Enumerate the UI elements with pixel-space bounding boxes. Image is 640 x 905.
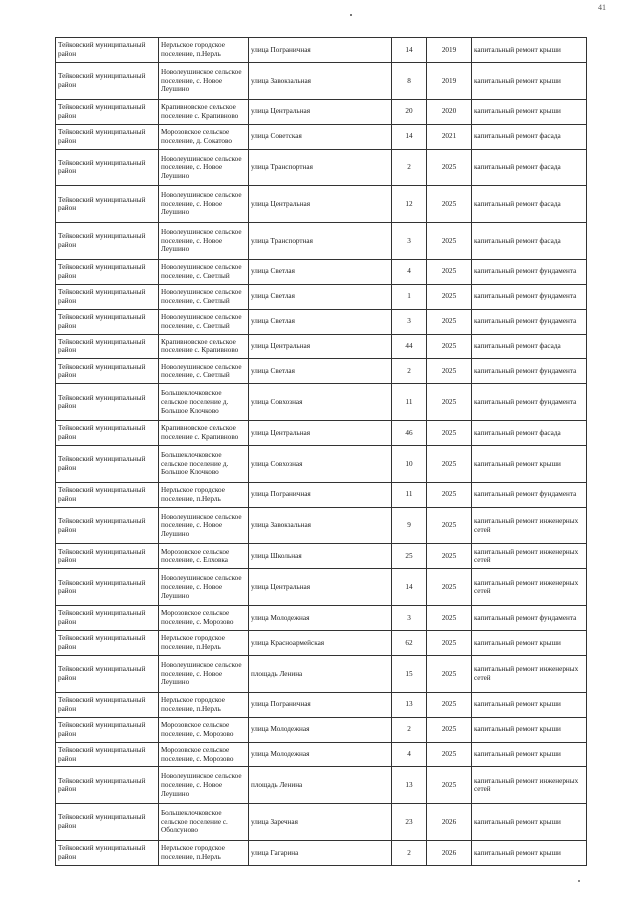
work-type-cell: капитальный ремонт фасада (472, 186, 587, 223)
work-type-cell: капитальный ремонт фундамента (472, 259, 587, 284)
work-type-cell: капитальный ремонт фундамента (472, 606, 587, 631)
district-cell: Тейковский муниципальный район (56, 692, 159, 717)
district-cell: Тейковский муниципальный район (56, 124, 159, 149)
year-cell: 2025 (427, 631, 472, 656)
year-cell: 2019 (427, 62, 472, 99)
work-type-cell: капитальный ремонт инженерных сетей (472, 569, 587, 606)
work-type-cell: капитальный ремонт крыши (472, 446, 587, 483)
work-type-cell: капитальный ремонт фундамента (472, 284, 587, 309)
table-row (56, 446, 587, 483)
district-cell: Тейковский муниципальный район (56, 149, 159, 186)
year-cell: 2026 (427, 840, 472, 865)
house-number-cell: 14 (392, 38, 427, 63)
table-row (56, 742, 587, 767)
settlement-cell: Нерльское городское поселение, п.Нерль (159, 482, 249, 507)
street-cell: улица Школьная (249, 544, 392, 569)
year-cell: 2025 (427, 359, 472, 384)
year-cell: 2026 (427, 804, 472, 841)
settlement-cell: Новолеушинское сельское поселение, с. Светлый (159, 359, 249, 384)
settlement-cell: Крапивновское сельское поселение с. Крапивново (159, 334, 249, 359)
settlement-cell: Новолеушинское сельское поселение, с. Новое Леушино (159, 186, 249, 223)
street-cell: площадь Ленина (249, 767, 392, 804)
street-cell: улица Гагарина (249, 840, 392, 865)
work-type-cell: капитальный ремонт инженерных сетей (472, 655, 587, 692)
house-number-cell: 25 (392, 544, 427, 569)
district-cell: Тейковский муниципальный район (56, 62, 159, 99)
table-row (56, 569, 587, 606)
house-number-cell: 3 (392, 606, 427, 631)
street-cell: улица Транспортная (249, 222, 392, 259)
street-cell: улица Завокзальная (249, 62, 392, 99)
table-row (56, 359, 587, 384)
settlement-cell: Новолеушинское сельское поселение, с. Светлый (159, 284, 249, 309)
settlement-cell: Большеклочковское сельское поселение с. Оболсуново (159, 804, 249, 841)
district-cell: Тейковский муниципальный район (56, 421, 159, 446)
year-cell: 2025 (427, 309, 472, 334)
district-cell: Тейковский муниципальный район (56, 334, 159, 359)
table-row (56, 186, 587, 223)
house-number-cell: 10 (392, 446, 427, 483)
year-cell: 2025 (427, 482, 472, 507)
work-type-cell: капитальный ремонт инженерных сетей (472, 544, 587, 569)
district-cell: Тейковский муниципальный район (56, 38, 159, 63)
street-cell: улица Пограничная (249, 38, 392, 63)
year-cell: 2025 (427, 149, 472, 186)
table-row (56, 99, 587, 124)
year-cell: 2025 (427, 569, 472, 606)
district-cell: Тейковский муниципальный район (56, 359, 159, 384)
settlement-cell: Новолеушинское сельское поселение, с. Новое Леушино (159, 507, 249, 544)
settlement-cell: Крапивновское сельское поселение с. Крапивново (159, 421, 249, 446)
street-cell: улица Советская (249, 124, 392, 149)
street-cell: улица Светлая (249, 309, 392, 334)
year-cell: 2020 (427, 99, 472, 124)
work-type-cell: капитальный ремонт фундамента (472, 384, 587, 421)
district-cell: Тейковский муниципальный район (56, 99, 159, 124)
work-type-cell: капитальный ремонт фасада (472, 149, 587, 186)
year-cell: 2025 (427, 742, 472, 767)
year-cell: 2025 (427, 284, 472, 309)
year-cell: 2025 (427, 421, 472, 446)
district-cell: Тейковский муниципальный район (56, 544, 159, 569)
street-cell: улица Пограничная (249, 482, 392, 507)
house-number-cell: 11 (392, 482, 427, 507)
house-number-cell: 3 (392, 309, 427, 334)
table-row (56, 62, 587, 99)
house-number-cell: 4 (392, 742, 427, 767)
settlement-cell: Морозовское сельское поселение, с. Морозово (159, 742, 249, 767)
table-row (56, 149, 587, 186)
settlement-cell: Нерльское городское поселение, п.Нерль (159, 692, 249, 717)
street-cell: улица Красноармейская (249, 631, 392, 656)
street-cell: улица Светлая (249, 259, 392, 284)
work-type-cell: капитальный ремонт фундамента (472, 309, 587, 334)
table-row (56, 334, 587, 359)
district-cell: Тейковский муниципальный район (56, 446, 159, 483)
settlement-cell: Нерльское городское поселение, п.Нерль (159, 631, 249, 656)
scan-speck (350, 14, 352, 16)
table-row (56, 606, 587, 631)
settlement-cell: Нерльское городское поселение, п.Нерль (159, 38, 249, 63)
street-cell: улица Светлая (249, 284, 392, 309)
work-type-cell: капитальный ремонт крыши (472, 717, 587, 742)
district-cell: Тейковский муниципальный район (56, 655, 159, 692)
work-type-cell: капитальный ремонт крыши (472, 62, 587, 99)
year-cell: 2025 (427, 186, 472, 223)
settlement-cell: Новолеушинское сельское поселение, с. Новое Леушино (159, 62, 249, 99)
house-number-cell: 46 (392, 421, 427, 446)
house-number-cell: 2 (392, 149, 427, 186)
house-number-cell: 2 (392, 840, 427, 865)
house-number-cell: 1 (392, 284, 427, 309)
work-type-cell: капитальный ремонт крыши (472, 742, 587, 767)
year-cell: 2021 (427, 124, 472, 149)
settlement-cell: Большеклочковское сельское поселение д. Большое Клочково (159, 446, 249, 483)
year-cell: 2025 (427, 507, 472, 544)
page-number: 41 (598, 3, 606, 12)
settlement-cell: Морозовское сельское поселение, с. Елховка (159, 544, 249, 569)
year-cell: 2025 (427, 692, 472, 717)
house-number-cell: 3 (392, 222, 427, 259)
district-cell: Тейковский муниципальный район (56, 569, 159, 606)
street-cell: улица Центральная (249, 421, 392, 446)
street-cell: улица Транспортная (249, 149, 392, 186)
district-cell: Тейковский муниципальный район (56, 767, 159, 804)
year-cell: 2025 (427, 767, 472, 804)
table-row (56, 309, 587, 334)
year-cell: 2025 (427, 606, 472, 631)
table-row (56, 804, 587, 841)
table-body (56, 38, 587, 866)
work-type-cell: капитальный ремонт фундамента (472, 482, 587, 507)
district-cell: Тейковский муниципальный район (56, 742, 159, 767)
table-row (56, 544, 587, 569)
district-cell: Тейковский муниципальный район (56, 222, 159, 259)
house-number-cell: 14 (392, 569, 427, 606)
table-row (56, 384, 587, 421)
street-cell: улица Молодежная (249, 606, 392, 631)
district-cell: Тейковский муниципальный район (56, 507, 159, 544)
table-row (56, 421, 587, 446)
settlement-cell: Морозовское сельское поселение, с. Морозово (159, 606, 249, 631)
work-type-cell: капитальный ремонт крыши (472, 840, 587, 865)
table-row (56, 38, 587, 63)
settlement-cell: Новолеушинское сельское поселение, с. Новое Леушино (159, 655, 249, 692)
settlement-cell: Новолеушинское сельское поселение, с. Новое Леушино (159, 767, 249, 804)
year-cell: 2025 (427, 334, 472, 359)
street-cell: улица Совхозная (249, 446, 392, 483)
house-number-cell: 44 (392, 334, 427, 359)
house-number-cell: 2 (392, 359, 427, 384)
district-cell: Тейковский муниципальный район (56, 631, 159, 656)
work-type-cell: капитальный ремонт крыши (472, 99, 587, 124)
district-cell: Тейковский муниципальный район (56, 840, 159, 865)
street-cell: улица Центральная (249, 569, 392, 606)
settlement-cell: Новолеушинское сельское поселение, с. Новое Леушино (159, 222, 249, 259)
year-cell: 2019 (427, 38, 472, 63)
street-cell: улица Молодежная (249, 742, 392, 767)
year-cell: 2025 (427, 259, 472, 284)
settlement-cell: Морозовское сельское поселение, д. Сокатово (159, 124, 249, 149)
street-cell: улица Центральная (249, 99, 392, 124)
table-row (56, 222, 587, 259)
district-cell: Тейковский муниципальный район (56, 717, 159, 742)
table-row (56, 655, 587, 692)
district-cell: Тейковский муниципальный район (56, 186, 159, 223)
year-cell: 2025 (427, 446, 472, 483)
table-row (56, 259, 587, 284)
scan-speck (578, 880, 580, 882)
district-cell: Тейковский муниципальный район (56, 284, 159, 309)
table-row (56, 840, 587, 865)
house-number-cell: 13 (392, 767, 427, 804)
table-row (56, 767, 587, 804)
work-type-cell: капитальный ремонт фасада (472, 222, 587, 259)
year-cell: 2025 (427, 384, 472, 421)
street-cell: улица Совхозная (249, 384, 392, 421)
work-type-cell: капитальный ремонт инженерных сетей (472, 767, 587, 804)
work-type-cell: капитальный ремонт крыши (472, 804, 587, 841)
work-type-cell: капитальный ремонт крыши (472, 692, 587, 717)
street-cell: улица Светлая (249, 359, 392, 384)
district-cell: Тейковский муниципальный район (56, 309, 159, 334)
district-cell: Тейковский муниципальный район (56, 482, 159, 507)
settlement-cell: Новолеушинское сельское поселение, с. Светлый (159, 309, 249, 334)
house-number-cell: 62 (392, 631, 427, 656)
district-cell: Тейковский муниципальный район (56, 259, 159, 284)
house-number-cell: 13 (392, 692, 427, 717)
year-cell: 2025 (427, 222, 472, 259)
year-cell: 2025 (427, 655, 472, 692)
work-type-cell: капитальный ремонт крыши (472, 631, 587, 656)
table-row (56, 692, 587, 717)
district-cell: Тейковский муниципальный район (56, 606, 159, 631)
table-row (56, 507, 587, 544)
work-type-cell: капитальный ремонт фасада (472, 124, 587, 149)
house-number-cell: 14 (392, 124, 427, 149)
settlement-cell: Новолеушинское сельское поселение, с. Новое Леушино (159, 149, 249, 186)
settlement-cell: Крапивновское сельское поселение с. Крапивново (159, 99, 249, 124)
street-cell: площадь Ленина (249, 655, 392, 692)
work-type-cell: капитальный ремонт фундамента (472, 359, 587, 384)
work-type-cell: капитальный ремонт инженерных сетей (472, 507, 587, 544)
house-number-cell: 11 (392, 384, 427, 421)
house-number-cell: 23 (392, 804, 427, 841)
street-cell: улица Центральная (249, 334, 392, 359)
table-row (56, 631, 587, 656)
work-type-cell: капитальный ремонт фасада (472, 334, 587, 359)
settlement-cell: Новолеушинское сельское поселение, с. Светлый (159, 259, 249, 284)
year-cell: 2025 (427, 717, 472, 742)
work-type-cell: капитальный ремонт фасада (472, 421, 587, 446)
settlement-cell: Морозовское сельское поселение, с. Морозово (159, 717, 249, 742)
year-cell: 2025 (427, 544, 472, 569)
house-number-cell: 8 (392, 62, 427, 99)
repair-schedule-table (55, 37, 587, 866)
house-number-cell: 20 (392, 99, 427, 124)
district-cell: Тейковский муниципальный район (56, 384, 159, 421)
house-number-cell: 4 (392, 259, 427, 284)
table-row (56, 717, 587, 742)
work-type-cell: капитальный ремонт крыши (472, 38, 587, 63)
table-row (56, 284, 587, 309)
house-number-cell: 15 (392, 655, 427, 692)
table-row (56, 124, 587, 149)
settlement-cell: Новолеушинское сельское поселение, с. Новое Леушино (159, 569, 249, 606)
street-cell: улица Молодежная (249, 717, 392, 742)
settlement-cell: Большеклочковское сельское поселение д. Большое Клочково (159, 384, 249, 421)
street-cell: улица Пограничная (249, 692, 392, 717)
settlement-cell: Нерльское городское поселение, п.Нерль (159, 840, 249, 865)
district-cell: Тейковский муниципальный район (56, 804, 159, 841)
table-row (56, 482, 587, 507)
street-cell: улица Заречная (249, 804, 392, 841)
street-cell: улица Центральная (249, 186, 392, 223)
house-number-cell: 12 (392, 186, 427, 223)
house-number-cell: 2 (392, 717, 427, 742)
house-number-cell: 9 (392, 507, 427, 544)
street-cell: улица Завокзальная (249, 507, 392, 544)
